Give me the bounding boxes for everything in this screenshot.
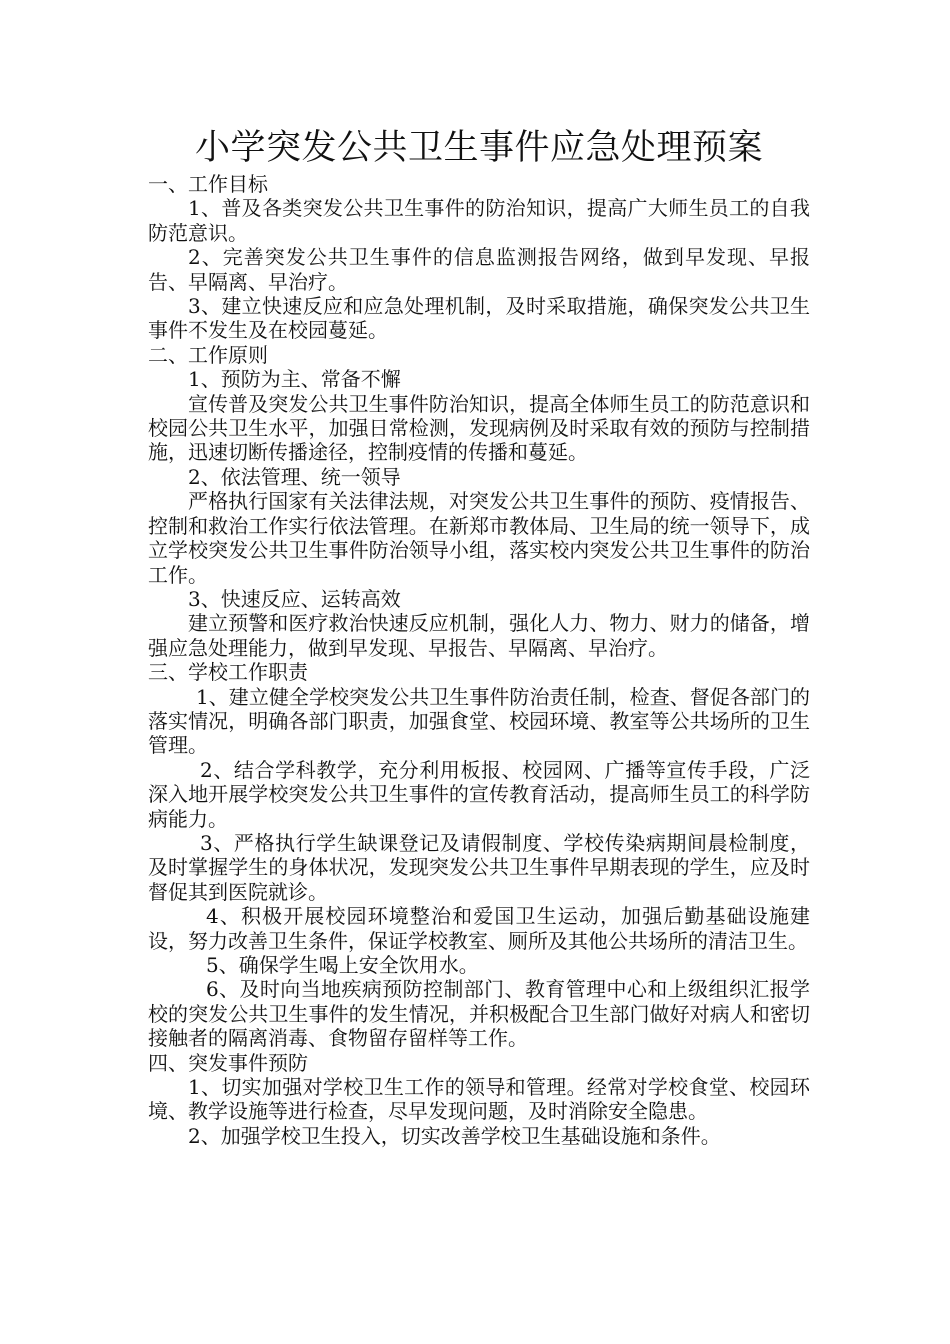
paragraph: 3、严格执行学生缺课登记及请假制度、学校传染病期间晨检制度，及时掌握学生的身体状况，发现突发公共卫生事件早期表现的学生，应及时督促其到医院就诊。 bbox=[148, 830, 810, 904]
section-prevention bbox=[148, 1051, 810, 1149]
section-heading: 三、学校工作职责 bbox=[148, 660, 308, 685]
paragraph: 4、积极开展校园环境整治和爱国卫生运动，加强后勤基础设施建设，努力改善卫生条件，保证学校教室、厕所及其他公共场所的清洁卫生。 bbox=[148, 904, 810, 953]
paragraph: 1、普及各类突发公共卫生事件的防治知识，提高广大师生员工的自我防范意识。 bbox=[148, 196, 810, 245]
paragraph: 3、建立快速反应和应急处理机制，及时采取措施，确保突发公共卫生事件不发生及在校园蔓延。 bbox=[148, 294, 810, 343]
section-work-principles bbox=[148, 343, 810, 660]
document-page bbox=[148, 124, 810, 1148]
section-heading: 一、工作目标 bbox=[148, 172, 268, 196]
paragraph: 严格执行国家有关法律法规，对突发公共卫生事件的预防、疫情报告、控制和救治工作实行依法管理。在新郑市教体局、卫生局的统一领导下，成立学校突发公共卫生事件防治领导小组，落实校内突发公共卫生事件的防治工作。 bbox=[148, 489, 810, 587]
paragraph: 1、建立健全学校突发公共卫生事件防治责任制，检查、督促各部门的落实情况，明确各部门职责，加强食堂、校园环境、教室等公共场所的卫生管理。 bbox=[148, 684, 810, 758]
principle-subheading: 2、依法管理、统一领导 bbox=[188, 464, 401, 489]
principle-subheading: 3、快速反应、运转高效 bbox=[188, 586, 401, 611]
paragraph: 2、结合学科教学，充分利用板报、校园网、广播等宣传手段，广泛深入地开展学校突发公共卫生事件的宣传教育活动，提高师生员工的科学防病能力。 bbox=[148, 757, 810, 831]
section-heading: 二、工作原则 bbox=[148, 342, 268, 367]
paragraph: 1、切实加强对学校卫生工作的领导和管理。经常对学校食堂、校园环境、教学设施等进行检查，尽早发现问题，及时消除安全隐患。 bbox=[148, 1075, 810, 1124]
principle-subheading: 1、预防为主、常备不懈 bbox=[188, 367, 401, 392]
paragraph: 2、完善突发公共卫生事件的信息监测报告网络，做到早发现、早报告、早隔离、早治疗。 bbox=[148, 245, 810, 294]
section-work-goals bbox=[148, 172, 810, 343]
paragraph: 5、确保学生喝上安全饮用水。 bbox=[206, 953, 479, 977]
paragraph: 2、加强学校卫生投入，切实改善学校卫生基础设施和条件。 bbox=[188, 1123, 721, 1148]
document-title: 小学突发公共卫生事件应急处理预案 bbox=[194, 128, 763, 168]
section-school-duties bbox=[148, 660, 810, 1051]
paragraph: 建立预警和医疗救治快速反应机制，强化人力、物力、财力的储备，增强应急处理能力，做到早发现、早报告、早隔离、早治疗。 bbox=[148, 611, 810, 660]
paragraph: 6、及时向当地疾病预防控制部门、教育管理中心和上级组织汇报学校的突发公共卫生事件的发生情况，并积极配合卫生部门做好对病人和密切接触者的隔离消毒、食物留存留样等工作。 bbox=[148, 977, 810, 1051]
paragraph: 宣传普及突发公共卫生事件防治知识，提高全体师生员工的防范意识和校园公共卫生水平，加强日常检测，发现病例及时采取有效的预防与控制措施，迅速切断传播途径，控制疫情的传播和蔓延。 bbox=[148, 391, 810, 465]
section-heading: 四、突发事件预防 bbox=[148, 1050, 308, 1075]
